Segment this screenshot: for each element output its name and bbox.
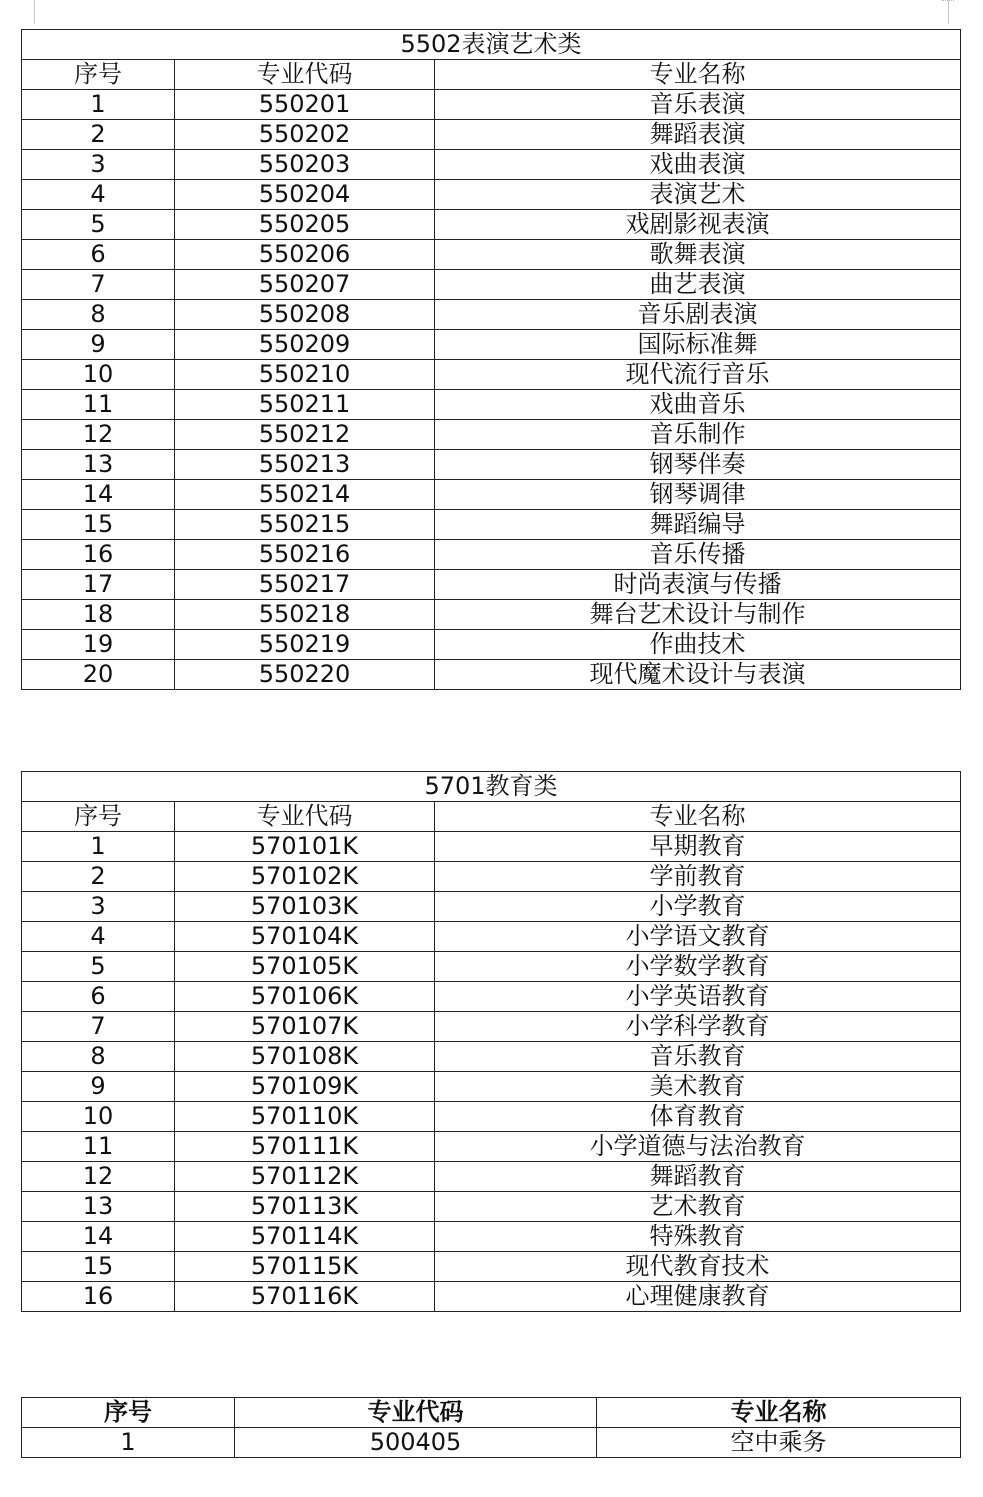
header-index: 序号 <box>22 60 175 90</box>
cell-index: 11 <box>22 390 175 420</box>
cell-index: 19 <box>22 630 175 660</box>
cell-name: 早期教育 <box>435 832 961 862</box>
cell-index: 3 <box>22 892 175 922</box>
cell-name: 现代魔术设计与表演 <box>435 660 961 690</box>
cell-index: 1 <box>22 90 175 120</box>
cell-code: 570107K <box>175 1012 435 1042</box>
table-title: 5502表演艺术类 <box>22 30 961 60</box>
cell-code: 500405 <box>235 1428 597 1458</box>
table-row <box>22 420 961 450</box>
cell-index: 5 <box>22 210 175 240</box>
table-row <box>22 1252 961 1282</box>
cell-index: 15 <box>22 1252 175 1282</box>
cell-name: 小学教育 <box>435 892 961 922</box>
cell-index: 10 <box>22 360 175 390</box>
cell-name: 现代教育技术 <box>435 1252 961 1282</box>
cell-code: 550217 <box>175 570 435 600</box>
table-row <box>22 1132 961 1162</box>
cell-name: 舞蹈教育 <box>435 1162 961 1192</box>
cell-code: 550207 <box>175 270 435 300</box>
cell-code: 570112K <box>175 1162 435 1192</box>
education-table <box>21 771 961 1312</box>
cell-index: 18 <box>22 600 175 630</box>
table-row <box>22 390 961 420</box>
cell-index: 17 <box>22 570 175 600</box>
table-row <box>22 630 961 660</box>
cell-name: 戏剧影视表演 <box>435 210 961 240</box>
table-title-row <box>22 772 961 802</box>
cell-code: 550202 <box>175 120 435 150</box>
cell-index: 6 <box>22 240 175 270</box>
cell-code: 570116K <box>175 1282 435 1312</box>
table-row <box>22 1102 961 1132</box>
cell-code: 550213 <box>175 450 435 480</box>
cell-code: 550211 <box>175 390 435 420</box>
cell-index: 14 <box>22 480 175 510</box>
table-row <box>22 1072 961 1102</box>
cell-name: 美术教育 <box>435 1072 961 1102</box>
cell-index: 2 <box>22 862 175 892</box>
cell-code: 550205 <box>175 210 435 240</box>
table-row <box>22 480 961 510</box>
cell-index: 8 <box>22 1042 175 1072</box>
cell-index: 4 <box>22 180 175 210</box>
cell-name: 小学数学教育 <box>435 952 961 982</box>
cell-index: 10 <box>22 1102 175 1132</box>
table-row <box>22 600 961 630</box>
table-header-row <box>22 802 961 832</box>
cell-name: 舞蹈表演 <box>435 120 961 150</box>
page-corner-dots <box>942 0 954 5</box>
cell-name: 音乐表演 <box>435 90 961 120</box>
performing-arts-table <box>21 29 961 690</box>
table-row <box>22 832 961 862</box>
cell-index: 16 <box>22 540 175 570</box>
cell-name: 舞台艺术设计与制作 <box>435 600 961 630</box>
header-index: 序号 <box>22 1398 235 1428</box>
table-row <box>22 90 961 120</box>
table-row <box>22 360 961 390</box>
cell-code: 550212 <box>175 420 435 450</box>
cell-code: 550220 <box>175 660 435 690</box>
cell-name: 音乐制作 <box>435 420 961 450</box>
table-row <box>22 330 961 360</box>
table-row <box>22 240 961 270</box>
cell-code: 550210 <box>175 360 435 390</box>
table-row <box>22 1428 961 1458</box>
table-row <box>22 300 961 330</box>
table-row <box>22 180 961 210</box>
cell-name: 音乐教育 <box>435 1042 961 1072</box>
cell-index: 12 <box>22 420 175 450</box>
cell-code: 570103K <box>175 892 435 922</box>
table-header-row <box>22 1398 961 1428</box>
cell-index: 2 <box>22 120 175 150</box>
cell-name: 曲艺表演 <box>435 270 961 300</box>
table-row <box>22 1192 961 1222</box>
header-code: 专业代码 <box>175 802 435 832</box>
cell-index: 1 <box>22 832 175 862</box>
cell-code: 550219 <box>175 630 435 660</box>
flight-attendant-table <box>21 1397 961 1458</box>
cell-name: 现代流行音乐 <box>435 360 961 390</box>
table-row <box>22 1162 961 1192</box>
cell-index: 13 <box>22 1192 175 1222</box>
cell-code: 570101K <box>175 832 435 862</box>
cell-code: 550216 <box>175 540 435 570</box>
cell-name: 学前教育 <box>435 862 961 892</box>
cell-index: 12 <box>22 1162 175 1192</box>
cell-code: 550208 <box>175 300 435 330</box>
cell-name: 小学道德与法治教育 <box>435 1132 961 1162</box>
cell-index: 14 <box>22 1222 175 1252</box>
cell-name: 戏曲表演 <box>435 150 961 180</box>
cell-code: 550214 <box>175 480 435 510</box>
table-title: 5701教育类 <box>22 772 961 802</box>
cell-name: 表演艺术 <box>435 180 961 210</box>
cell-index: 1 <box>22 1428 235 1458</box>
cell-code: 550206 <box>175 240 435 270</box>
cell-index: 16 <box>22 1282 175 1312</box>
cell-index: 11 <box>22 1132 175 1162</box>
cell-index: 7 <box>22 1012 175 1042</box>
table-row <box>22 1282 961 1312</box>
cell-index: 15 <box>22 510 175 540</box>
header-index: 序号 <box>22 802 175 832</box>
cell-name: 体育教育 <box>435 1102 961 1132</box>
table-row <box>22 862 961 892</box>
table-row <box>22 1222 961 1252</box>
cell-name: 音乐剧表演 <box>435 300 961 330</box>
cell-code: 570110K <box>175 1102 435 1132</box>
cell-code: 570105K <box>175 952 435 982</box>
table-row <box>22 982 961 1012</box>
cell-index: 7 <box>22 270 175 300</box>
table-row <box>22 540 961 570</box>
cell-name: 音乐传播 <box>435 540 961 570</box>
cell-code: 550203 <box>175 150 435 180</box>
cell-code: 570113K <box>175 1192 435 1222</box>
table-row <box>22 952 961 982</box>
cell-code: 570109K <box>175 1072 435 1102</box>
cell-code: 570108K <box>175 1042 435 1072</box>
cell-code: 550201 <box>175 90 435 120</box>
cell-name: 戏曲音乐 <box>435 390 961 420</box>
table-row <box>22 570 961 600</box>
cell-code: 550204 <box>175 180 435 210</box>
table-row <box>22 450 961 480</box>
cell-code: 570111K <box>175 1132 435 1162</box>
table-header-row <box>22 60 961 90</box>
table-row <box>22 150 961 180</box>
cell-index: 20 <box>22 660 175 690</box>
cell-index: 13 <box>22 450 175 480</box>
cell-name: 特殊教育 <box>435 1222 961 1252</box>
header-code: 专业代码 <box>235 1398 597 1428</box>
cell-code: 550209 <box>175 330 435 360</box>
cell-index: 9 <box>22 1072 175 1102</box>
cell-index: 5 <box>22 952 175 982</box>
cell-code: 570102K <box>175 862 435 892</box>
cell-index: 6 <box>22 982 175 1012</box>
cell-name: 小学英语教育 <box>435 982 961 1012</box>
cell-index: 4 <box>22 922 175 952</box>
cell-name: 作曲技术 <box>435 630 961 660</box>
table-row <box>22 922 961 952</box>
cell-name: 歌舞表演 <box>435 240 961 270</box>
table-row <box>22 1012 961 1042</box>
page-corner-mark-left <box>34 0 35 24</box>
table-row <box>22 270 961 300</box>
cell-name: 钢琴调律 <box>435 480 961 510</box>
cell-index: 9 <box>22 330 175 360</box>
cell-code: 550215 <box>175 510 435 540</box>
cell-name: 艺术教育 <box>435 1192 961 1222</box>
cell-name: 心理健康教育 <box>435 1282 961 1312</box>
cell-code: 570106K <box>175 982 435 1012</box>
table-row <box>22 892 961 922</box>
header-name: 专业名称 <box>435 802 961 832</box>
header-name: 专业名称 <box>435 60 961 90</box>
table-row <box>22 120 961 150</box>
cell-name: 钢琴伴奏 <box>435 450 961 480</box>
header-name: 专业名称 <box>597 1398 961 1428</box>
table-title-row <box>22 30 961 60</box>
table-row <box>22 210 961 240</box>
cell-name: 小学语文教育 <box>435 922 961 952</box>
cell-index: 3 <box>22 150 175 180</box>
cell-name: 国际标准舞 <box>435 330 961 360</box>
cell-name: 时尚表演与传播 <box>435 570 961 600</box>
table-row <box>22 660 961 690</box>
cell-name: 小学科学教育 <box>435 1012 961 1042</box>
table-row <box>22 510 961 540</box>
cell-name: 空中乘务 <box>597 1428 961 1458</box>
cell-index: 8 <box>22 300 175 330</box>
cell-code: 570104K <box>175 922 435 952</box>
cell-code: 570114K <box>175 1222 435 1252</box>
cell-code: 570115K <box>175 1252 435 1282</box>
header-code: 专业代码 <box>175 60 435 90</box>
cell-name: 舞蹈编导 <box>435 510 961 540</box>
cell-code: 550218 <box>175 600 435 630</box>
table-row <box>22 1042 961 1072</box>
